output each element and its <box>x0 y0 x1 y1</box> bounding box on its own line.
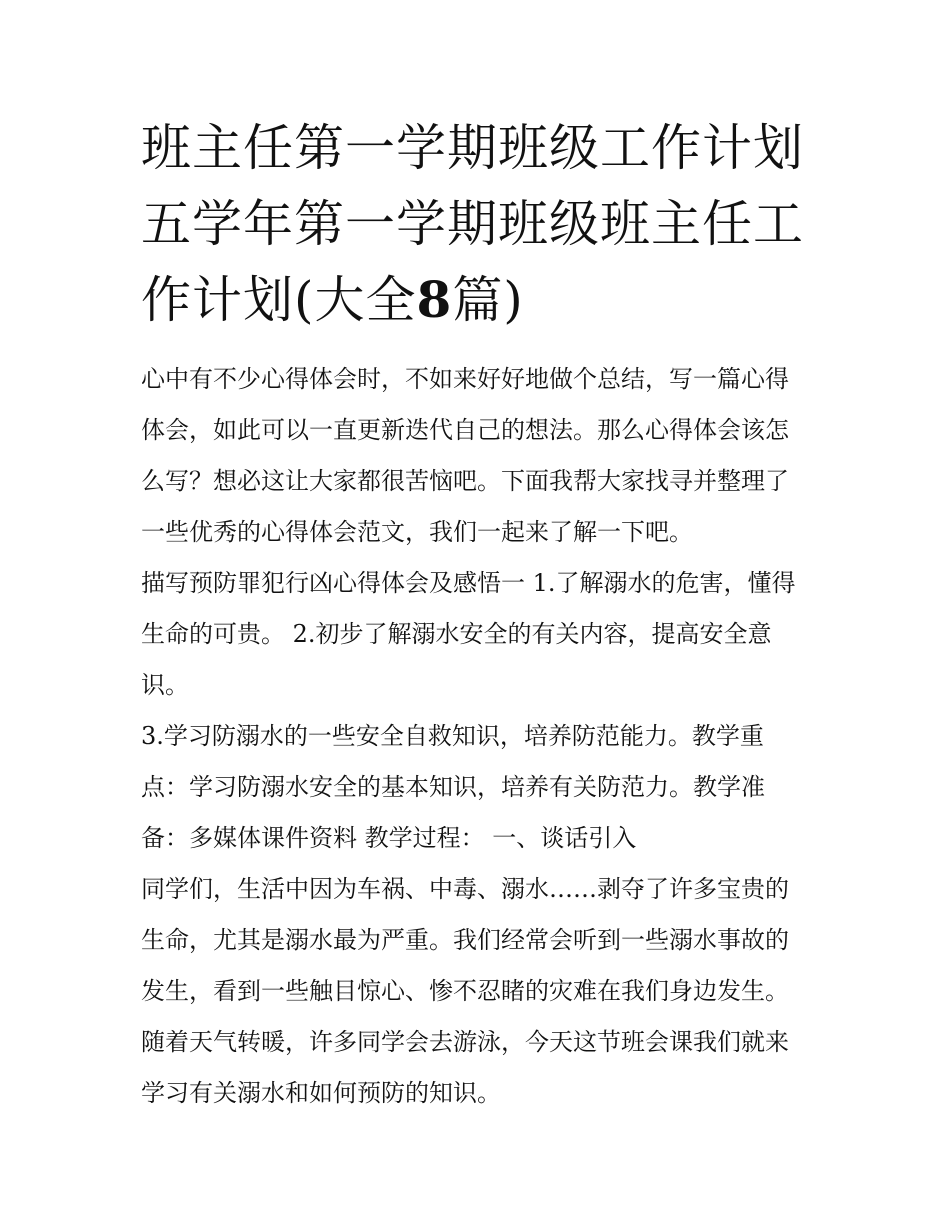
document-title <box>141 110 821 338</box>
paragraph-line: 心中有不少心得体会时，不如来好好地做个总结，写一篇心得 <box>141 365 789 393</box>
paragraph-line: 描写预防罪犯行凶心得体会及感悟一 1.了解溺水的危害，懂得 <box>141 569 796 597</box>
title-line-1: 班主任第一学期班级工作计划 <box>141 119 804 177</box>
paragraph-line: 学习有关溺水和如何预防的知识。 <box>141 1079 501 1107</box>
paragraph-line: 随着天气转暖，许多同学会去游泳，今天这节班会课我们就来 <box>141 1028 789 1056</box>
paragraph-line: 体会，如此可以一直更新迭代自己的想法。那么心得体会该怎 <box>141 416 789 444</box>
paragraph-line: 备：多媒体课件资料 教学过程： 一、谈话引入 <box>141 824 637 852</box>
title-line-3-end: 篇) <box>452 271 524 329</box>
paragraph-line: 生命，尤其是溺水最为严重。我们经常会听到一些溺水事故的 <box>141 926 789 954</box>
paragraph-line: 生命的可贵。 2.初步了解溺水安全的有关内容，提高安全意 <box>141 620 772 648</box>
paragraph-line: 同学们，生活中因为车祸、中毒、溺水……剥夺了许多宝贵的 <box>141 875 789 903</box>
paragraph-line: 一些优秀的心得体会范文，我们一起来了解一下吧。 <box>141 518 693 546</box>
title-line-3 <box>141 262 821 338</box>
paragraph-line: 3.学习防溺水的一些安全自救知识，培养防范能力。教学重 <box>141 722 764 750</box>
title-number: 8 <box>416 270 453 329</box>
paragraph-line: 识。 <box>141 671 189 699</box>
title-line-3-text: 作计划(大全 <box>141 271 417 329</box>
paragraph-line: 点：学习防溺水安全的基本知识，培养有关防范力。教学准 <box>141 773 765 801</box>
paragraph-line: 么写？想必这让大家都很苦恼吧。下面我帮大家找寻并整理了 <box>141 467 789 495</box>
paragraph-line: 发生，看到一些触目惊心、惨不忍睹的灾难在我们身边发生。 <box>141 977 789 1005</box>
title-line-2: 五学年第一学期班级班主任工 <box>141 195 804 253</box>
document-body <box>141 354 821 1119</box>
